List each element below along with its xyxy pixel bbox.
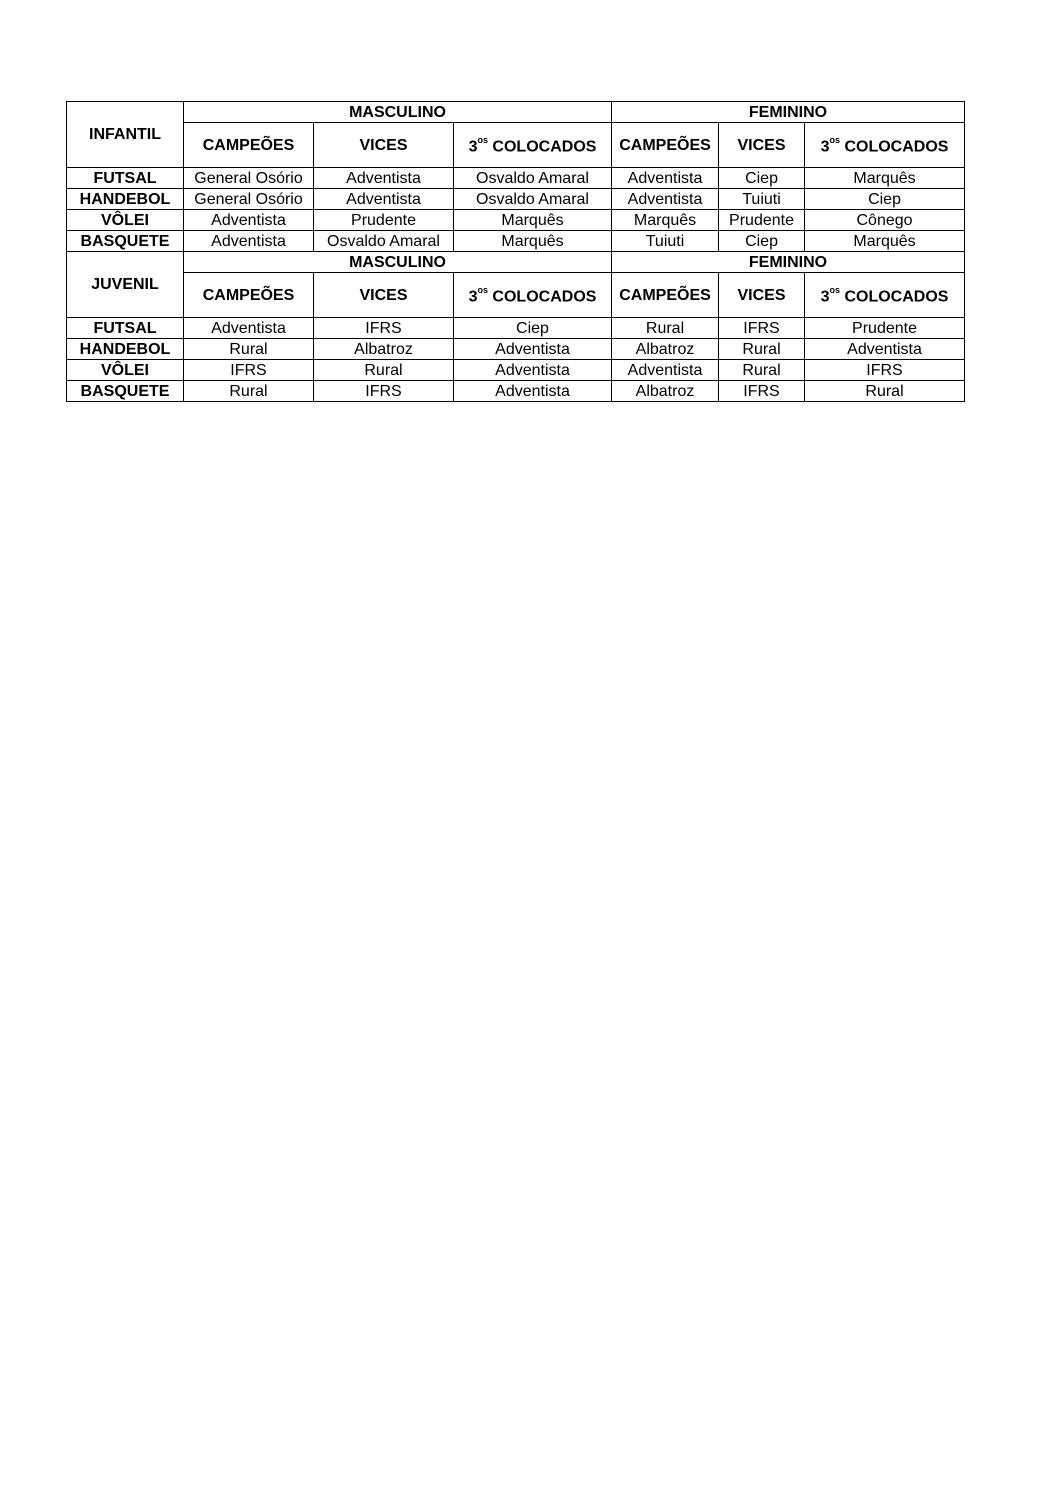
table-cell: IFRS bbox=[805, 360, 965, 381]
gender-header-feminino: FEMININO bbox=[612, 102, 965, 123]
table-cell: General Osório bbox=[184, 189, 314, 210]
table-cell: Rural bbox=[805, 381, 965, 402]
table-cell: IFRS bbox=[719, 318, 805, 339]
column-header-row bbox=[67, 273, 965, 318]
col-champions: CAMPEÕES bbox=[612, 273, 719, 318]
table-cell: Osvaldo Amaral bbox=[454, 189, 612, 210]
section-header-row bbox=[67, 102, 965, 123]
table-cell: Prudente bbox=[314, 210, 454, 231]
table-cell: Adventista bbox=[612, 168, 719, 189]
table-cell: IFRS bbox=[314, 381, 454, 402]
table-cell: IFRS bbox=[184, 360, 314, 381]
col-third: $3^{os}$ COLOCADOS bbox=[805, 273, 965, 318]
table-cell: Rural bbox=[184, 381, 314, 402]
sport-label: FUTSAL bbox=[67, 168, 184, 189]
sport-label: FUTSAL bbox=[67, 318, 184, 339]
table-cell: Albatroz bbox=[612, 339, 719, 360]
col-vices: VICES bbox=[314, 123, 454, 168]
table-cell: Osvaldo Amaral bbox=[314, 231, 454, 252]
table-cell: Ciep bbox=[719, 231, 805, 252]
col-third: $3^{os}$ COLOCADOS bbox=[805, 123, 965, 168]
table-cell: Rural bbox=[719, 360, 805, 381]
table-cell: Adventista bbox=[805, 339, 965, 360]
col-vices: VICES bbox=[314, 273, 454, 318]
table-cell: Marquês bbox=[805, 168, 965, 189]
table-row bbox=[67, 210, 965, 231]
table-cell: Adventista bbox=[612, 360, 719, 381]
col-champions: CAMPEÕES bbox=[184, 273, 314, 318]
table-cell: Osvaldo Amaral bbox=[454, 168, 612, 189]
column-header-row bbox=[67, 123, 965, 168]
table-cell: Rural bbox=[314, 360, 454, 381]
gender-header-masculino: MASCULINO bbox=[184, 102, 612, 123]
col-third: $3^{os}$ COLOCADOS bbox=[454, 123, 612, 168]
gender-header-masculino: MASCULINO bbox=[184, 252, 612, 273]
table-cell: Rural bbox=[719, 339, 805, 360]
gender-header-feminino: FEMININO bbox=[612, 252, 965, 273]
table-cell: Tuiuti bbox=[719, 189, 805, 210]
table-cell: Rural bbox=[612, 318, 719, 339]
col-vices: VICES bbox=[719, 123, 805, 168]
table-cell: Ciep bbox=[719, 168, 805, 189]
table-cell: Adventista bbox=[454, 339, 612, 360]
table-cell: Adventista bbox=[612, 189, 719, 210]
table-row bbox=[67, 231, 965, 252]
table-cell: Ciep bbox=[805, 189, 965, 210]
table-row bbox=[67, 189, 965, 210]
table-cell: Adventista bbox=[454, 360, 612, 381]
table-cell: Ciep bbox=[454, 318, 612, 339]
table-cell: Tuiuti bbox=[612, 231, 719, 252]
col-vices: VICES bbox=[719, 273, 805, 318]
results-table bbox=[66, 101, 965, 402]
table-cell: Adventista bbox=[454, 381, 612, 402]
col-third: $3^{os}$ COLOCADOS bbox=[454, 273, 612, 318]
table-cell: Cônego bbox=[805, 210, 965, 231]
col-champions: CAMPEÕES bbox=[184, 123, 314, 168]
table-cell: Albatroz bbox=[314, 339, 454, 360]
table-cell: General Osório bbox=[184, 168, 314, 189]
section-header-row bbox=[67, 252, 965, 273]
table-cell: Marquês bbox=[454, 231, 612, 252]
table-row bbox=[67, 360, 965, 381]
sport-label: BASQUETE bbox=[67, 381, 184, 402]
table-row bbox=[67, 381, 965, 402]
table-cell: Marquês bbox=[612, 210, 719, 231]
table-cell: Adventista bbox=[184, 231, 314, 252]
table-row bbox=[67, 168, 965, 189]
sport-label: BASQUETE bbox=[67, 231, 184, 252]
table-cell: Albatroz bbox=[612, 381, 719, 402]
table-cell: Prudente bbox=[805, 318, 965, 339]
category-label: JUVENIL bbox=[67, 252, 184, 318]
table-cell: IFRS bbox=[314, 318, 454, 339]
table-row bbox=[67, 318, 965, 339]
table-cell: IFRS bbox=[719, 381, 805, 402]
col-champions: CAMPEÕES bbox=[612, 123, 719, 168]
table-row bbox=[67, 339, 965, 360]
table-cell: Adventista bbox=[184, 318, 314, 339]
table-cell: Marquês bbox=[454, 210, 612, 231]
table-cell: Prudente bbox=[719, 210, 805, 231]
sport-label: VÔLEI bbox=[67, 210, 184, 231]
table-cell: Adventista bbox=[314, 168, 454, 189]
table-cell: Rural bbox=[184, 339, 314, 360]
table-cell: Adventista bbox=[314, 189, 454, 210]
table-cell: Adventista bbox=[184, 210, 314, 231]
sport-label: VÔLEI bbox=[67, 360, 184, 381]
table-cell: Marquês bbox=[805, 231, 965, 252]
sport-label: HANDEBOL bbox=[67, 189, 184, 210]
sport-label: HANDEBOL bbox=[67, 339, 184, 360]
category-label: INFANTIL bbox=[67, 102, 184, 168]
